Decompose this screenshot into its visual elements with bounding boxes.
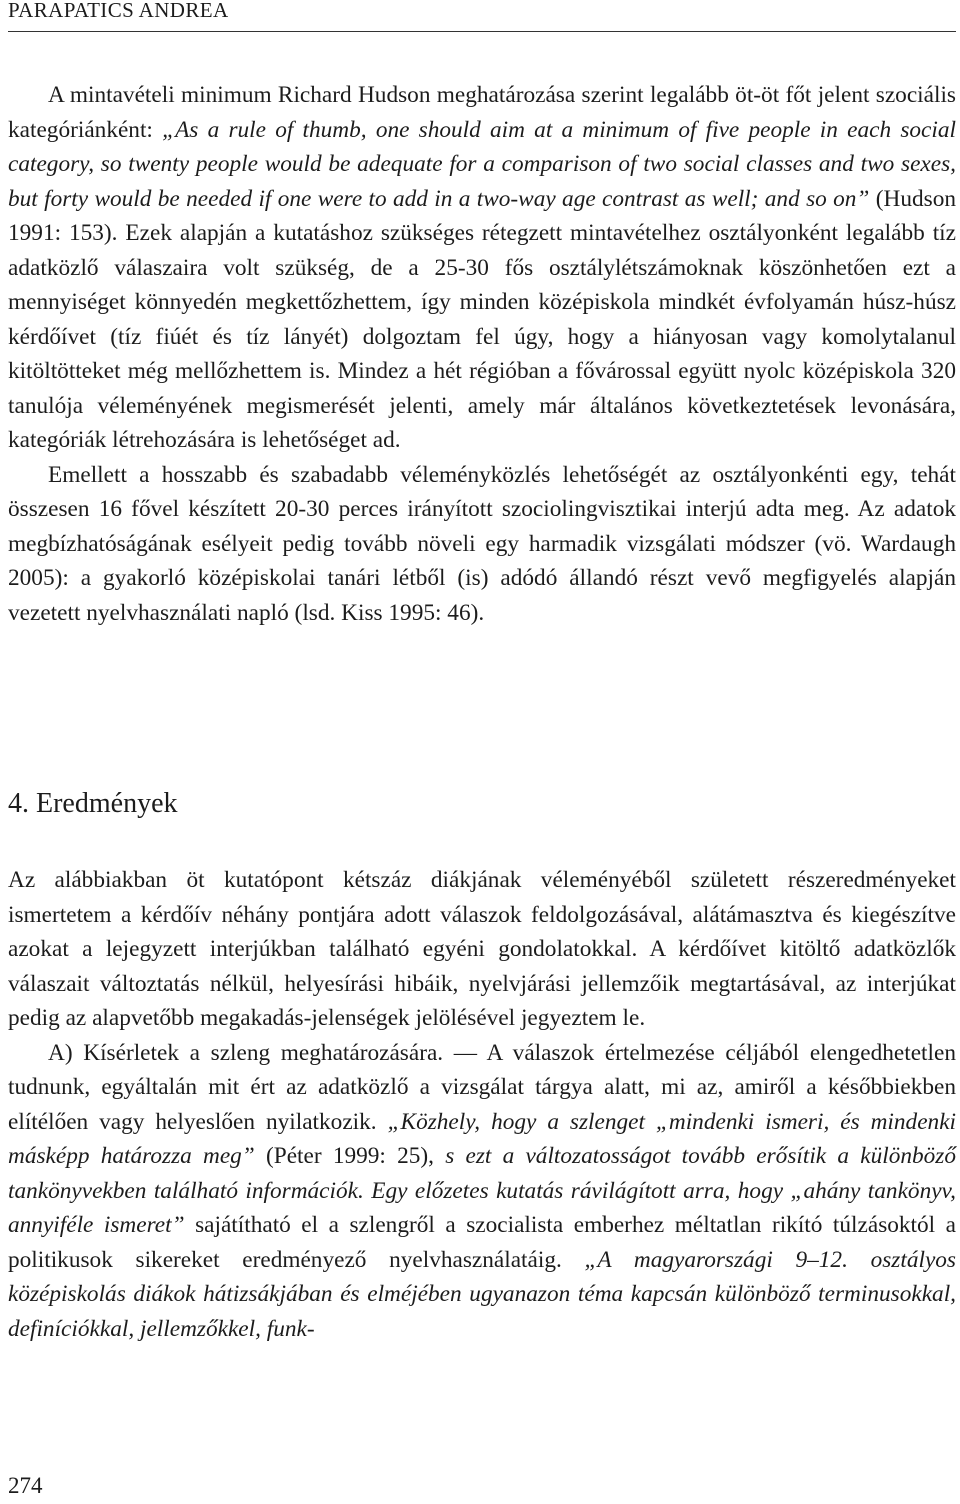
hudson-quote: „As a rule of thumb, one should aim at a minimum of five people in each social category, so twenty people would be adequate for a comparison of two social classes and two sexes, but forty would be needed if one were to add in a two-way age contrast as well; and so on” [8, 116, 956, 212]
subsection-heading: A) Kísérletek a szleng meghatározására. [48, 1039, 444, 1066]
paragraph-lead: A mintavételi minimum Richard Hudson meghatározása szerint legalább öt-öt főt jelent szociális kategóriánként: [8, 82, 956, 143]
text: — A válaszok értelmezése céljából elengedhetetlen tudnunk, egyáltalán mit ért az adatközlő a vizsgálat tárgya alatt, mi az, amiről a későbbiekben elítélően vagy helyeslően nyilatkozik. [8, 1039, 956, 1135]
paragraph [8, 1036, 956, 1347]
citation: (Péter 1999: 25), [254, 1143, 446, 1169]
quote: „A magyarországi 9–12. osztályos középiskolás diákok hátizsákjában és elméjében ugyanazon téma kapcsán különböző terminusokkal, definíciókkal, jellemzőkkel, funk- [8, 1246, 956, 1342]
quote: s ezt a változatosságot tovább erősítik a különböző tankönyvekben található információk. Egy előzetes kutatás rávilágított arra, hogy „ahány tankönyv, annyiféle ismeret” [8, 1143, 956, 1238]
running-title: PARAPATICS ANDREA [8, 0, 229, 22]
paragraph: Emellett a hosszabb és szabadabb véleményközlés lehetőségét az osztályonkénti egy, tehát összesen 16 fővel készített 20-30 perces irányított szociolingvisztikai interjú adta meg. Az adatok megbízhatóságának esélyeit pedig tovább növeli egy harmadik vizsgálati módszer (vö. Wardaugh 2005): a gyakorló középiskolai tanári létből (is) adódó állandó részt vevő megfigyelés alapján vezetett nyelvhasználati napló (lsd. Kiss 1995: 46). [8, 461, 956, 626]
quote: „Közhely, hogy a szlenget „mindenki ismeri, és mindenki másképp határozza meg” [8, 1108, 957, 1169]
text: sajátítható el a szlengről a szocialista emberhez méltatlan rikító túlzásoktól a politikusok sikereket eredményező nyelvhasználatáig. [8, 1212, 956, 1273]
methods-text [8, 78, 956, 630]
results-text [8, 863, 956, 1346]
paragraph [8, 78, 956, 458]
page-number: 274 [8, 1473, 43, 1498]
paragraph-rest: (Hudson 1991: 153). Ezek alapján a kutatáshoz szükséges rétegzett mintavételhez osztályonként legalább tíz adatközlő válaszaira volt szükség, de a 25-30 fős osztálylétszámoknak köszönhetően ezt a mennyiséget könnyedén megkettőzhettem, így minden középiskola mindkét évfolyamán húsz-húsz kérdőívet (tíz fiúét és tíz lányét) dolgoztam fel úgy, hogy a hiányosan vagy komolytalanul kitöltötteket még mellőzhettem is. Mindez a hét régióban a fővárossal együtt nyolc középiskola 320 tanulója véleményének megismerését jelenti, amely már általános következtetések levonására, kategóriák létrehozására is lehetőséget ad. [8, 185, 956, 453]
section-heading: 4. Eredmények [8, 788, 178, 819]
running-head [8, 0, 956, 32]
paragraph: Az alábbiakban öt kutatópont kétszáz diákjának véleményéből született részeredményeket ismertetem a kérdőív néhány pontjára adott válaszok feldolgozásával, alátámasztva és kiegészítve azokat a lejegyzett interjúkban található egyéni gondolatokkal. A kérdőívet kitöltő adatközlők válaszait változtatás nélkül, helyesírási hibáik, nyelvjárási jellemzőik megtartásával, az interjúkat pedig az alapvetőbb megakadás-jelenségek jelölésével jegyeztem le. [8, 867, 956, 1031]
